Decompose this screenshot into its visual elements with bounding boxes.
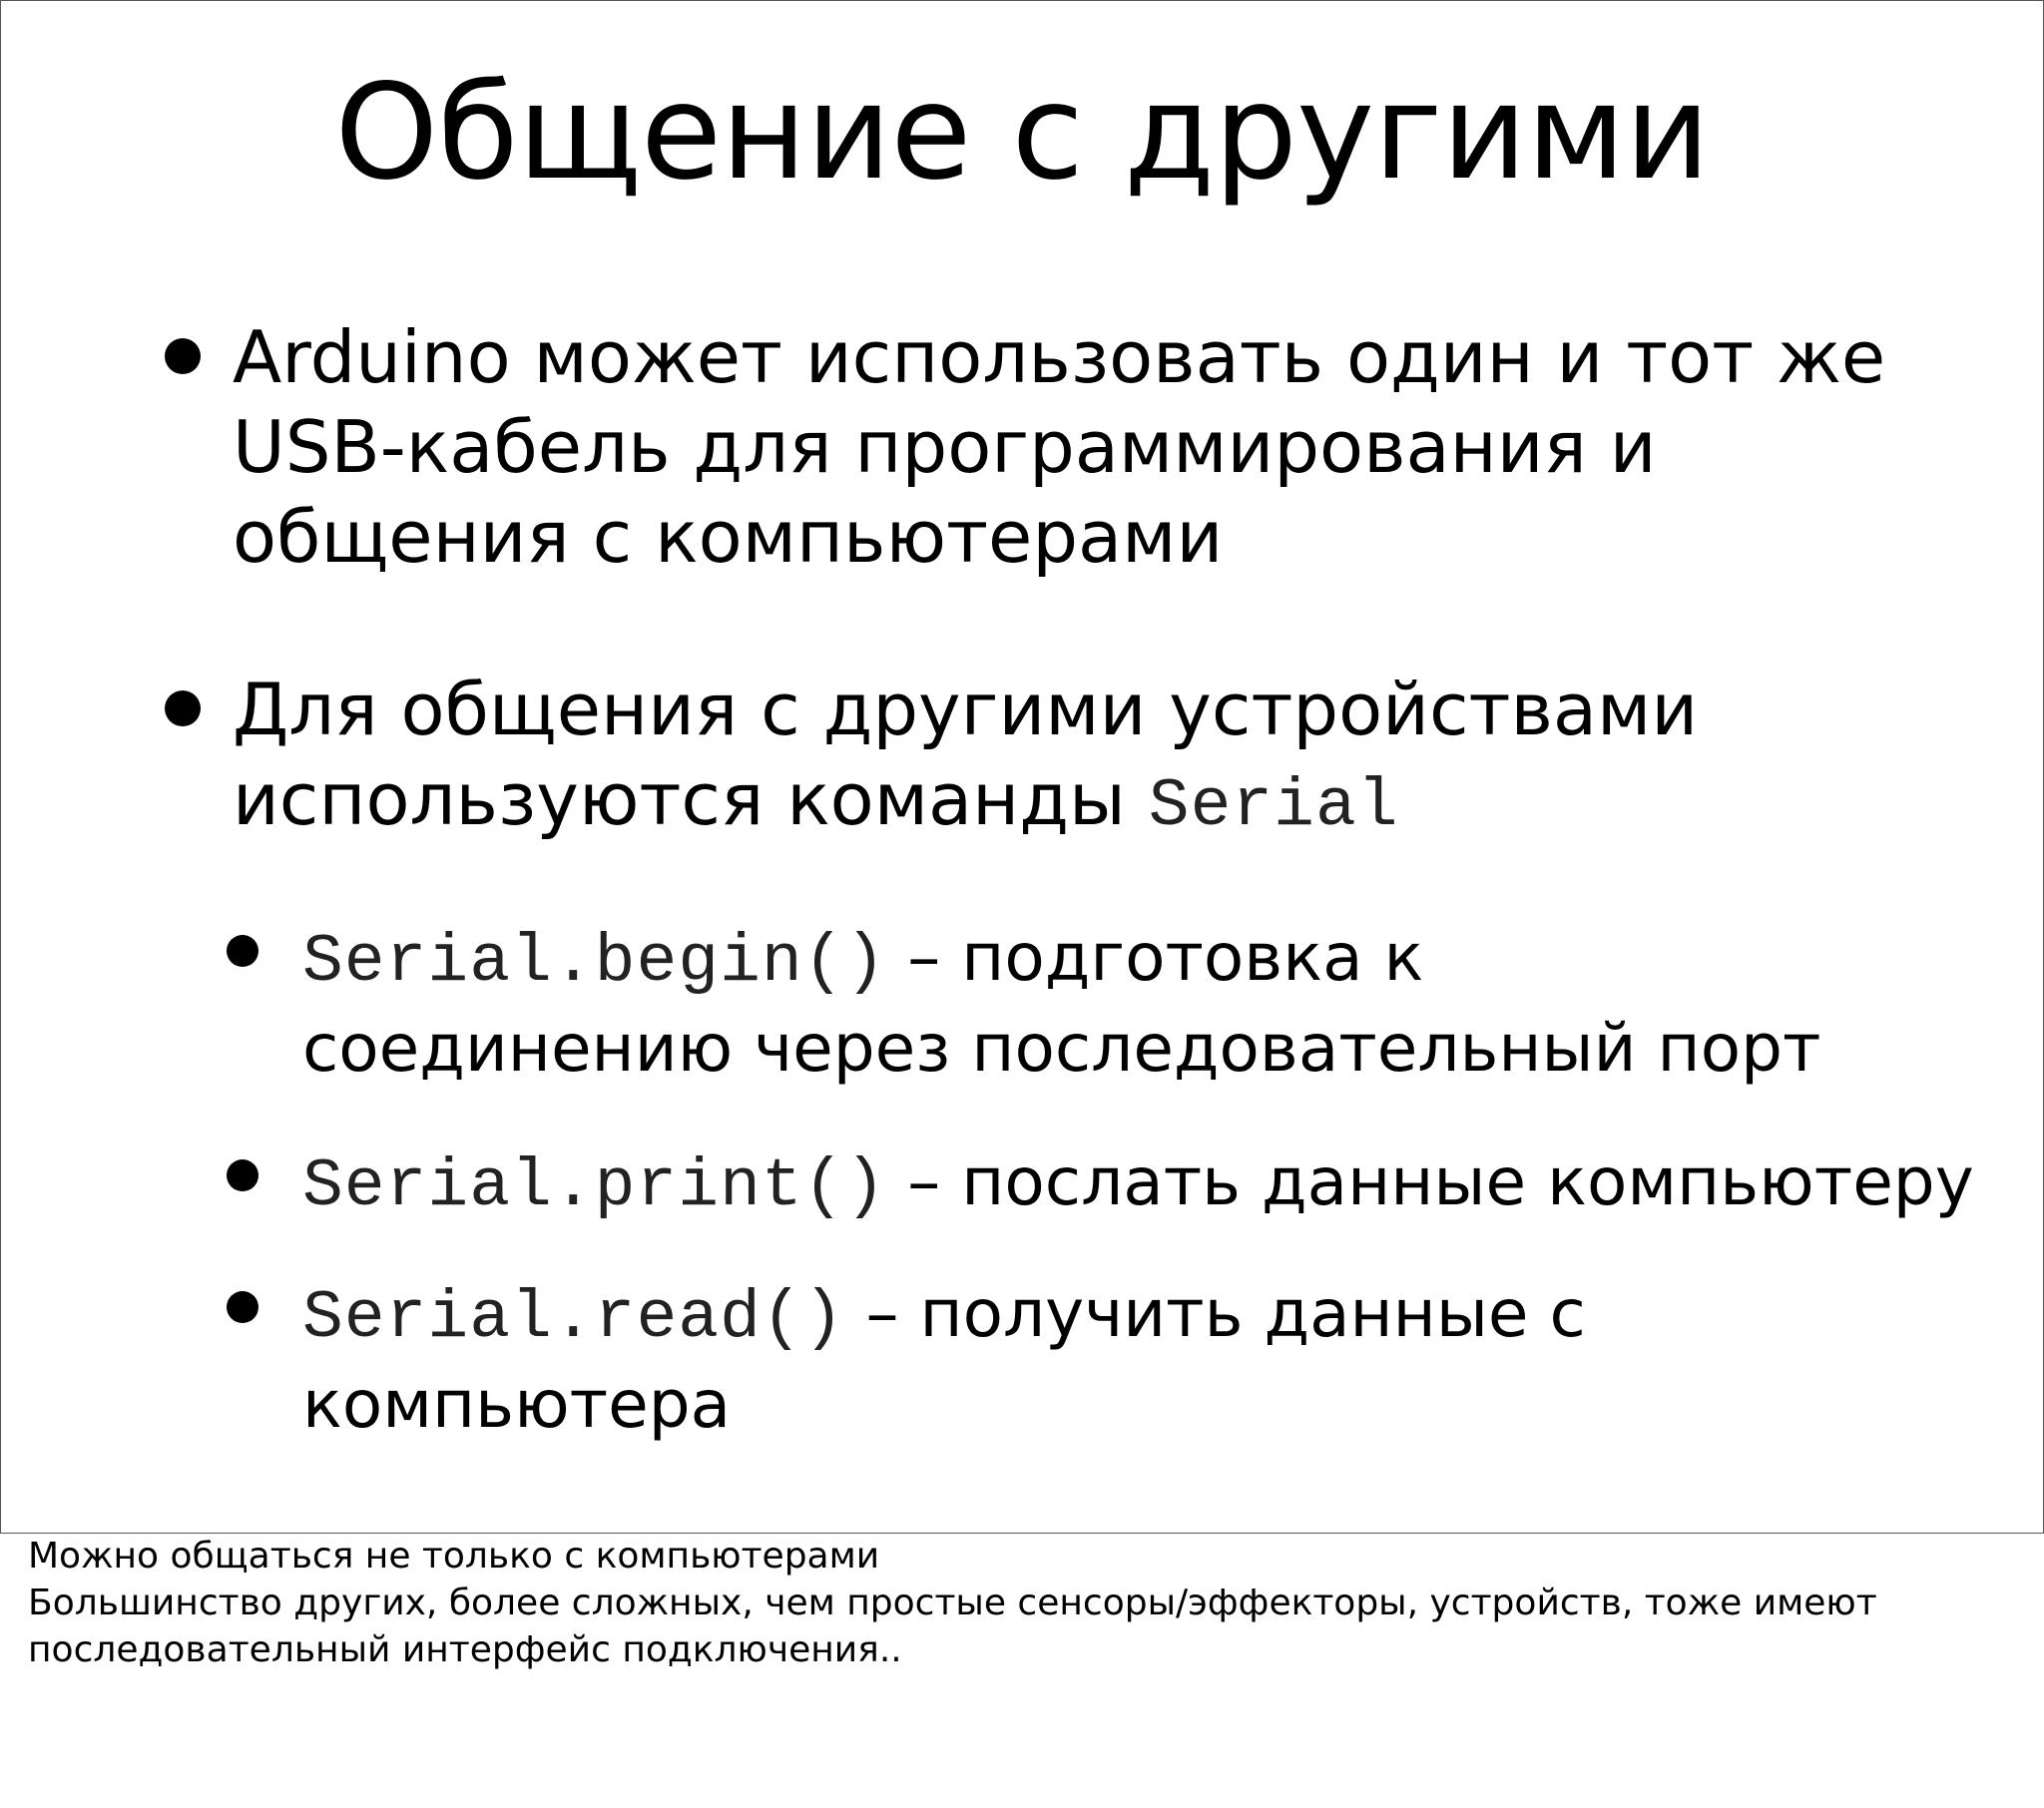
bullet-text: – получить данные с компьютера xyxy=(302,1275,1586,1443)
slide-title: Общение с другими xyxy=(334,56,1710,210)
bullet-line: Для общения с другими устройствами xyxy=(233,668,1699,751)
bullet-line: Arduino может использовать один и тот же xyxy=(233,315,1886,399)
code-serial-read: Serial.read() xyxy=(302,1280,845,1357)
bullet-dot-icon xyxy=(227,1159,258,1191)
code-serial-print: Serial.print() xyxy=(302,1148,887,1225)
notes-line: последовательный интерфейс подключения.. xyxy=(28,1629,902,1670)
notes-line: Большинство других, более сложных, чем простые сенсоры/эффекторы, устройств, тоже имеют xyxy=(28,1582,1877,1623)
bullet-serial-commands xyxy=(233,665,1989,852)
bullet-arduino-usb xyxy=(233,312,1989,582)
bullet-text: – послать данные компьютеру xyxy=(886,1143,1974,1220)
bullet-dot-icon xyxy=(165,690,201,726)
code-serial-begin: Serial.begin() xyxy=(302,924,887,1001)
bullet-line xyxy=(302,915,2029,1006)
bullet-line xyxy=(302,1271,2029,1448)
sub-bullet-serial-begin xyxy=(302,915,2029,1092)
bullet-line: соединению через последовательный порт xyxy=(302,1010,1821,1087)
bullet-dot-icon xyxy=(227,935,258,967)
bullet-dot-icon xyxy=(165,338,201,374)
speaker-notes xyxy=(28,1533,2014,1673)
sub-bullet-serial-print xyxy=(302,1139,2029,1230)
bullet-line: USB-кабель для программирования и xyxy=(233,405,1657,489)
bullet-dot-icon xyxy=(227,1291,258,1323)
bullet-line xyxy=(233,754,1989,852)
sub-bullet-serial-read xyxy=(302,1271,2029,1448)
bullet-line: общения с компьютерами xyxy=(233,495,1224,579)
bullet-line xyxy=(302,1139,2029,1230)
bullet-text: – подготовка к xyxy=(886,919,1424,996)
bullet-text: используются команды xyxy=(233,757,1149,841)
code-serial: Serial xyxy=(1148,768,1399,845)
notes-line: Можно общаться не только с компьютерами xyxy=(28,1536,880,1577)
